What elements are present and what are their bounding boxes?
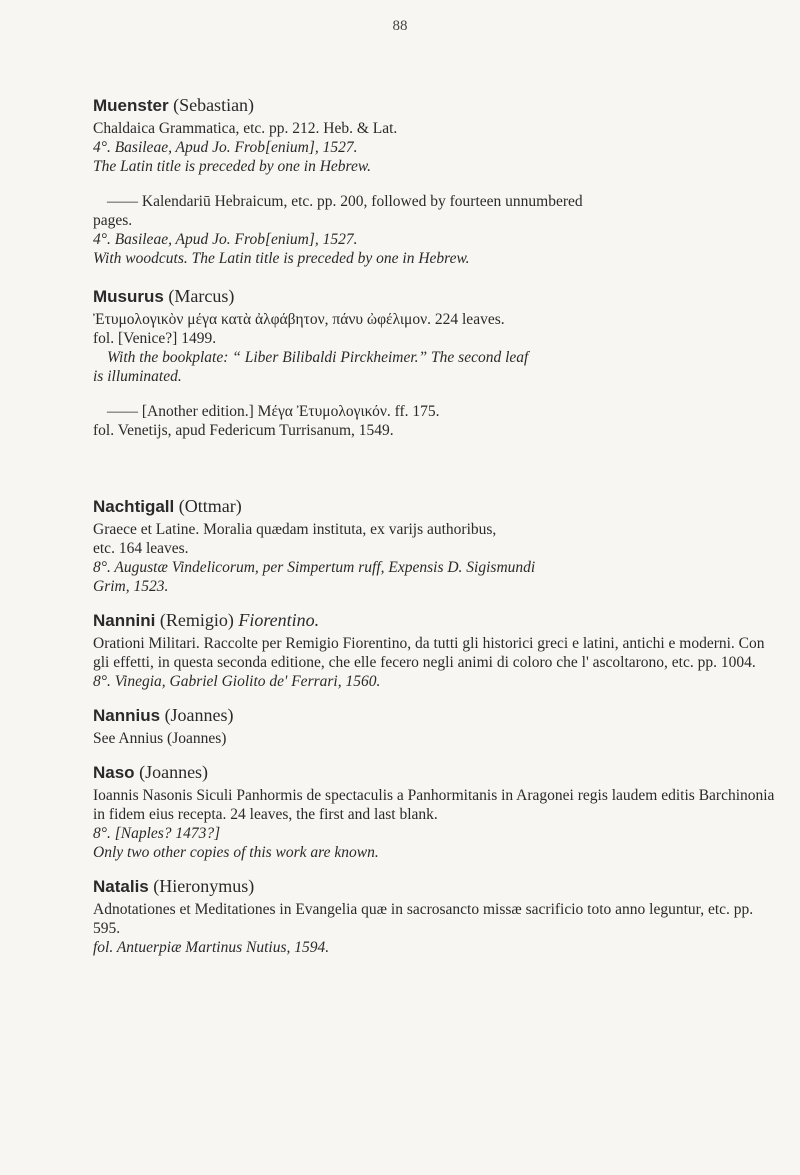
author-given-name: (Joannes) — [164, 705, 234, 725]
title-text: Adnotationes et Meditationes in Evangelia quæ in sacrosancto missæ sacrificio toto anno leguntur, etc. pp. 595. — [93, 901, 754, 937]
author-surname: Naso — [93, 763, 135, 782]
title-line: —— Kalendariū Hebraicum, etc. pp. 200, followed by fourteen unnumbered — [107, 193, 583, 210]
entry-heading — [93, 760, 783, 785]
title-line: —— [Another edition.] Μέγα Ἐτυμολογικόν. ff. 175. — [107, 403, 440, 420]
imprint-line: 8°. Vinegia, Gabriel Giolito de' Ferrari, 1560. — [93, 673, 381, 690]
author-surname: Nannini — [93, 611, 156, 630]
title-line: Ἐτυμολογικὸν μέγα κατὰ ἀλφάβητον, πάνυ ὠφέλιμον. 224 leaves. — [93, 311, 505, 328]
author-surname: Nachtigall — [93, 497, 175, 516]
author-surname: Muenster — [93, 96, 169, 115]
author-given-name: (Ottmar) — [178, 496, 242, 516]
author-surname: Nannius — [93, 706, 161, 725]
title-line: etc. 164 leaves. — [93, 540, 189, 557]
title-line: Chaldaica Grammatica, etc. pp. 212. Heb. & Lat. — [93, 120, 398, 137]
author-given-name: (Hieronymus) — [153, 876, 255, 896]
entry-musurus — [93, 284, 783, 440]
imprint-line: 4°. Basileae, Apud Jo. Frob[enium], 1527. — [93, 231, 358, 248]
imprint-line: 8°. [Naples? 1473?] — [93, 825, 221, 842]
entry-heading — [93, 703, 783, 728]
entry-heading — [93, 93, 783, 118]
imprint-line: fol. [Venice?] 1499. — [93, 330, 217, 347]
author-given-name: (Sebastian) — [173, 95, 255, 115]
title-line: Graece et Latine. Moralia quædam instituta, ex varijs authoribus, — [93, 521, 497, 538]
note-line: is illuminated. — [93, 368, 182, 385]
author-surname: Natalis — [93, 877, 149, 896]
entry-heading — [93, 608, 783, 633]
imprint-line: Grim, 1523. — [93, 578, 169, 595]
imprint-line: 4°. Basileae, Apud Jo. Frob[enium], 1527. — [93, 139, 358, 156]
entry-heading — [93, 874, 783, 899]
entry-natalis — [93, 874, 783, 957]
note-line: With the bookplate: “ Liber Bilibaldi Pirckheimer.” The second leaf — [107, 349, 529, 366]
catalogue-entries — [93, 93, 783, 957]
author-alias: Fiorentino. — [238, 610, 320, 630]
title-line: pages. — [93, 212, 133, 229]
entry-naso — [93, 760, 783, 862]
author-given-name: (Joannes) — [139, 762, 209, 782]
imprint-line: fol. Antuerpiæ Martinus Nutius, 1594. — [93, 939, 330, 956]
note-line: With woodcuts. The Latin title is preceded by one in Hebrew. — [93, 250, 470, 267]
title-text: Orationi Militari. Raccolte per Remigio Fiorentino, da tutti gli historici greci e latini, antichi e moderni. Con gli effetti, in questa seconda editione, che elle fecero negli animi di coloro che l' ascoltarono, etc. pp. 1004. — [93, 635, 765, 671]
note-line: The Latin title is preceded by one in Hebrew. — [93, 158, 371, 175]
entry-muenster — [93, 93, 783, 268]
imprint-line: fol. Venetijs, apud Federicum Turrisanum, 1549. — [93, 422, 394, 439]
entry-nachtigall — [93, 494, 783, 596]
entry-nannius — [93, 703, 783, 748]
author-surname: Musurus — [93, 287, 164, 306]
author-given-name: (Remigio) — [159, 610, 234, 630]
imprint-line: 8°. Augustæ Vindelicorum, per Simpertum ruff, Expensis D. Sigismundi — [93, 559, 536, 576]
author-given-name: (Marcus) — [168, 286, 235, 306]
page-number: 88 — [392, 18, 408, 34]
title-text: Ioannis Nasonis Siculi Panhormis de spectaculis a Panhormitanis in Aragonei regis laudem editis Barchinonia in fidem eius recepta. 24 leaves, the first and last blank. — [93, 787, 775, 823]
entry-heading — [93, 494, 783, 519]
note-line: Only two other copies of this work are known. — [93, 844, 379, 861]
entry-heading — [93, 284, 783, 309]
entry-nannini — [93, 608, 783, 691]
cross-reference: See Annius (Joannes) — [93, 730, 227, 747]
